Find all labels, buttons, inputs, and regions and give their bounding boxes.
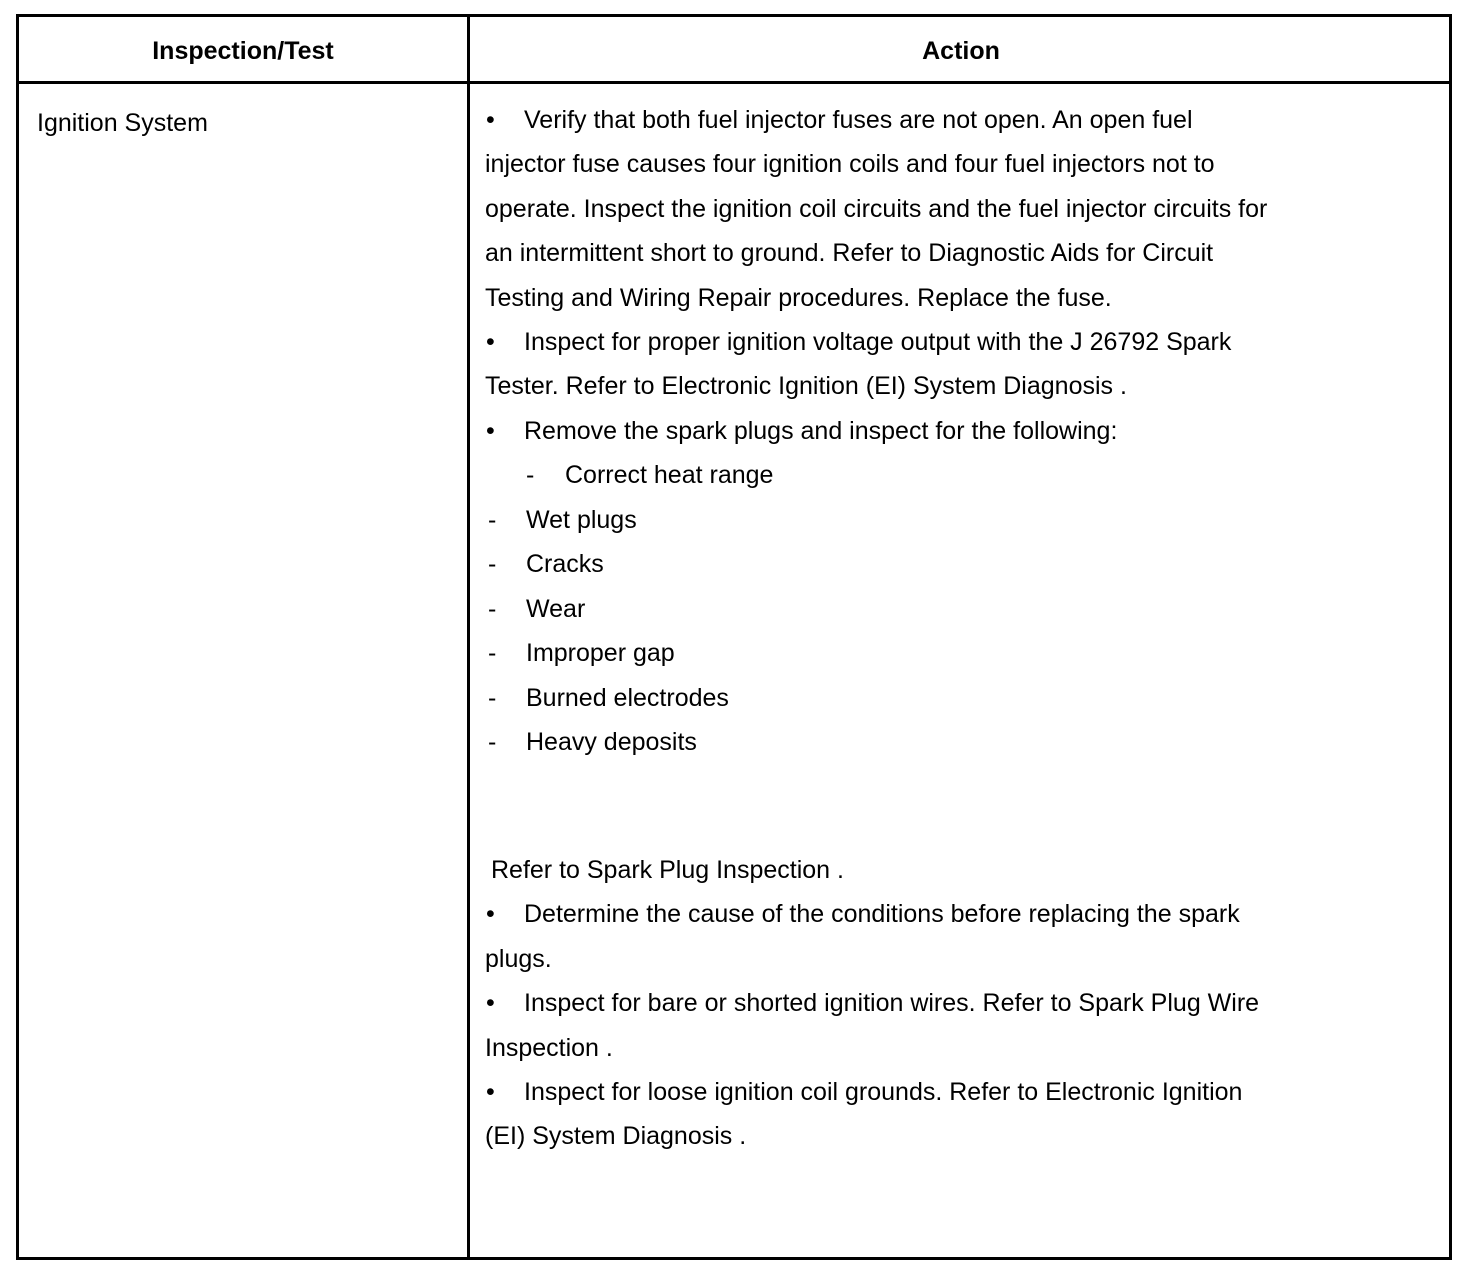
header-inspection-test: Inspection/Test	[152, 37, 334, 65]
dash-marker: -	[488, 595, 497, 623]
sub-item: Heavy deposits	[526, 728, 697, 756]
bullet-marker: •	[486, 328, 495, 356]
refer-line: Refer to Spark Plug Inspection .	[491, 856, 844, 884]
dash-marker: -	[488, 684, 497, 712]
action-line: Verify that both fuel injector fuses are not open. An open fuel	[524, 106, 1193, 134]
sub-item: Burned electrodes	[526, 684, 729, 712]
dash-marker: -	[488, 728, 497, 756]
header-action: Action	[922, 37, 1000, 65]
sub-item: Wet plugs	[526, 506, 637, 534]
action-line: plugs.	[485, 945, 552, 973]
action-line: an intermittent short to ground. Refer to Diagnostic Aids for Circuit	[485, 239, 1214, 267]
bullet-marker: •	[486, 417, 495, 445]
action-line: injector fuse causes four ignition coils and four fuel injectors not to	[485, 150, 1215, 178]
action-line: Inspect for proper ignition voltage output with the J 26792 Spark	[524, 328, 1232, 356]
dash-marker: -	[488, 550, 497, 578]
column-divider	[467, 17, 470, 1257]
action-line: operate. Inspect the ignition coil circuits and the fuel injector circuits for	[485, 195, 1268, 223]
sub-item: Cracks	[526, 550, 604, 578]
sub-item: Wear	[526, 595, 586, 623]
inspection-cell: Ignition System	[37, 109, 208, 137]
bullet-marker: •	[486, 989, 495, 1017]
bullet-marker: •	[486, 106, 495, 134]
sub-item: Improper gap	[526, 639, 675, 667]
action-line: (EI) System Diagnosis .	[485, 1122, 747, 1150]
action-line: Testing and Wiring Repair procedures. Replace the fuse.	[485, 284, 1112, 312]
dash-marker: -	[488, 639, 497, 667]
action-line: Inspection .	[485, 1034, 613, 1062]
action-line: Determine the cause of the conditions before replacing the spark	[524, 900, 1240, 928]
dash-marker: -	[526, 461, 535, 489]
dash-marker: -	[488, 506, 497, 534]
action-line: Tester. Refer to Electronic Ignition (EI) System Diagnosis .	[485, 372, 1127, 400]
bullet-marker: •	[486, 900, 495, 928]
header-divider	[19, 81, 1449, 84]
action-line: Remove the spark plugs and inspect for the following:	[524, 417, 1118, 445]
sub-item: Correct heat range	[565, 461, 774, 489]
bullet-marker: •	[486, 1078, 495, 1106]
action-line: Inspect for loose ignition coil grounds. Refer to Electronic Ignition	[524, 1078, 1243, 1106]
action-line: Inspect for bare or shorted ignition wires. Refer to Spark Plug Wire	[524, 989, 1260, 1017]
